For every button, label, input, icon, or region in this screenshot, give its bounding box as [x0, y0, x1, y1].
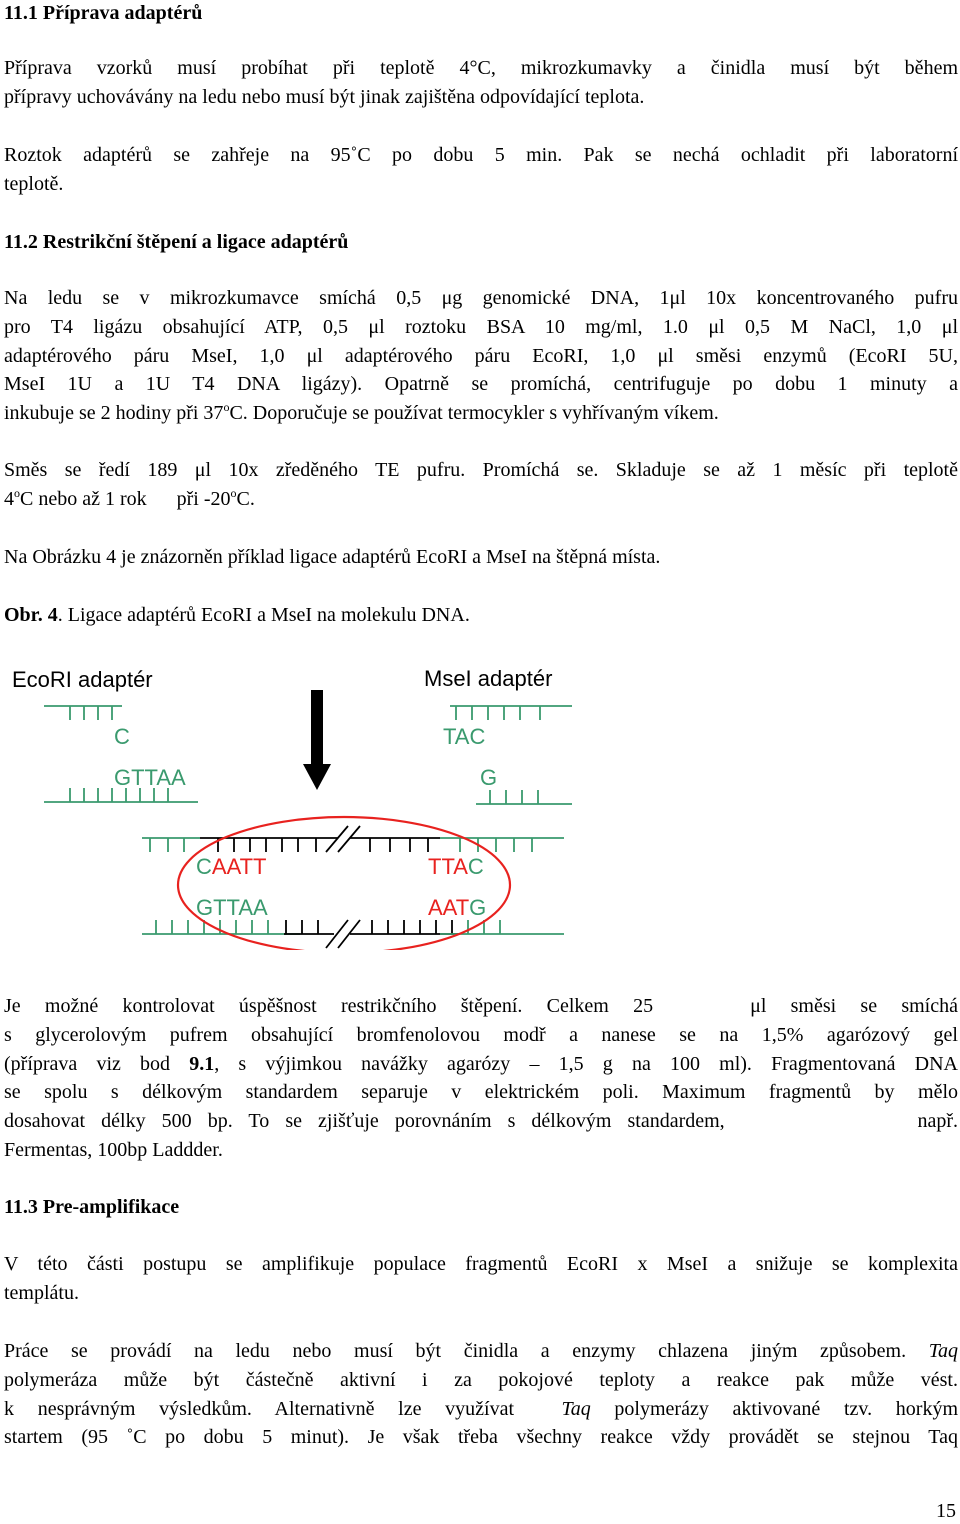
- caption-text: . Ligace adaptérů EcoRI a MseI na molekulu DNA.: [57, 604, 470, 626]
- paragraph-sample-prep: [4, 54, 958, 112]
- text-fragment: , s výjimkou navážky agarózy – 1,5 g na 100 ml). Fragmentovaná DNA: [214, 1052, 958, 1075]
- text-line: [4, 399, 958, 430]
- text-fragment: C nebo až 1 rok při -20: [20, 487, 231, 510]
- text-line: Na ledu se v mikrozkumavce smíchá 0,5 μg genomické DNA, 1μl 10x koncentrovaného pufru: [4, 287, 958, 309]
- adapter-ligation-figure: [0, 650, 960, 950]
- ecori-adapter-title: EcoRI adaptér: [12, 667, 153, 692]
- ligated-right-bottom-seq: AATG: [428, 895, 487, 920]
- text-line: s glycerolovým pufrem obsahující bromfenolovou modř a nanese se na 1,5% agarózový gel: [4, 1023, 958, 1046]
- paragraph-heating: [4, 141, 958, 199]
- text-fragment: 4: [4, 487, 14, 510]
- superscript: o: [14, 485, 20, 500]
- paragraph-preamp-intro: [4, 1250, 958, 1308]
- text-line: Roztok adaptérů se zahřeje na 95˚C po dobu 5 min. Pak se nechá ochladit při laboratorní: [4, 144, 958, 166]
- ligated-sequences: [196, 854, 486, 920]
- caption-label: Obr. 4: [4, 604, 58, 626]
- text-line: [4, 1337, 958, 1366]
- text-fragment: polymerázy aktivované tzv. horkým: [590, 1397, 959, 1420]
- text-fragment: k nesprávným výsledkům. Alternativně lze využívat: [4, 1397, 562, 1420]
- text-fragment: C. Doporučuje se používat termocykler s vyhřívaným víkem.: [229, 402, 719, 425]
- text-line: adaptérového páru MseI, 1,0 μl adaptérového páru EcoRI, 1,0 μl směsi enzymů (EcoRI 5U,: [4, 344, 958, 367]
- down-arrow-icon: [303, 690, 331, 790]
- paragraph-verification: [4, 992, 958, 1165]
- superscript: o: [230, 485, 237, 500]
- text-line: dosahovat délky 500 bp. To se zjišťuje porovnáním s délkovým standardem, např.: [4, 1110, 958, 1133]
- ligated-left-top-seq: CAATT: [196, 854, 267, 879]
- ligated-bottom-strand: [142, 920, 564, 948]
- msei-top-seq: TAC: [443, 724, 486, 749]
- superscript: o: [223, 400, 230, 415]
- paragraph-restriction-mix: [4, 284, 958, 430]
- text-line: startem (95 ˚C po dobu 5 minut). Je však třeba všechny reakce vždy provádět se stejnou Taq: [4, 1426, 958, 1449]
- paragraph-figure-ref: Na Obrázku 4 je znázorněn příklad ligace adaptérů EcoRI a MseI na štěpná místa.: [4, 546, 661, 568]
- text-line: pro T4 ligázu obsahující ATP, 0,5 μl roztoku BSA 10 mg/ml, 1.0 μl 0,5 M NaCl, 1,0 μl: [4, 315, 958, 338]
- text-fragment: 9.1: [189, 1052, 215, 1075]
- paragraph-dilution: [4, 456, 958, 516]
- text-fragment: (příprava viz bod: [4, 1052, 190, 1075]
- section-heading-11-3: 11.3 Pre-amplifikace: [4, 1196, 180, 1218]
- text-line: MseI 1U a 1U T4 DNA ligázy). Opatrně se promíchá, centrifuguje po dobu 1 minuty a: [4, 373, 958, 396]
- text-line: přípravy uchovávány na ledu nebo musí být jinak zajištěna odpovídající teplota.: [4, 85, 645, 108]
- ecori-bottom-seq: GTTAA: [114, 765, 186, 790]
- text-line: Směs se ředí 189 μl 10x zředěného TE pufru. Promíchá se. Skladuje se až 1 měsíc při teplotě: [4, 459, 958, 481]
- text-line: [4, 1050, 958, 1079]
- msei-bottom-seq: G: [480, 765, 498, 790]
- msei-adapter-title: MseI adaptér: [424, 666, 553, 691]
- text-line: [4, 1395, 958, 1424]
- page-number: 15: [936, 1500, 956, 1522]
- msei-adapter-strands: [450, 706, 572, 804]
- ligated-right-top-seq: TTAC: [428, 854, 484, 879]
- paragraph-preamp-ice: [4, 1337, 958, 1452]
- text-fragment: Práce se provádí na ledu nebo musí být činidla a enzymy chlazena jiným způsobem.: [4, 1340, 929, 1362]
- text-fragment: inkubuje se 2 hodiny při 37: [4, 402, 224, 425]
- figure-caption: [4, 601, 958, 630]
- text-line: se spolu s délkovým standardem separuje v elektrickém poli. Maximum fragmentů by mělo: [4, 1081, 958, 1104]
- text-line: [4, 485, 958, 516]
- text-fragment: Taq: [928, 1340, 958, 1362]
- text-line: Je možné kontrolovat úspěšnost restrikčního štěpení. Celkem 25 μl směsi se smíchá: [4, 995, 958, 1017]
- text-fragment: C.: [236, 487, 255, 510]
- text-fragment: Taq: [561, 1397, 591, 1420]
- section-heading-11-2: 11.2 Restrikční štěpení a ligace adaptérů: [4, 231, 349, 253]
- text-line: templátu.: [4, 1281, 79, 1304]
- text-line: teplotě.: [4, 172, 64, 195]
- section-heading-11-1: 11.1 Příprava adaptérů: [4, 2, 203, 24]
- ligation-site-ellipse: [178, 817, 510, 950]
- text-line: polymeráza může být částečně aktivní i za pokojové teploty a reakce pak může vést.: [4, 1368, 958, 1391]
- ecori-top-seq: C: [114, 724, 130, 749]
- ligated-left-bottom-seq: GTTAA: [196, 895, 268, 920]
- text-line: Příprava vzorků musí probíhat při teplotě 4°C, mikrozkumavky a činidla musí být během: [4, 57, 958, 79]
- text-line: Fermentas, 100bp Laddder.: [4, 1138, 223, 1161]
- text-line: V této části postupu se amplifikuje populace fragmentů EcoRI x MseI a snižuje se komplexita: [4, 1253, 958, 1275]
